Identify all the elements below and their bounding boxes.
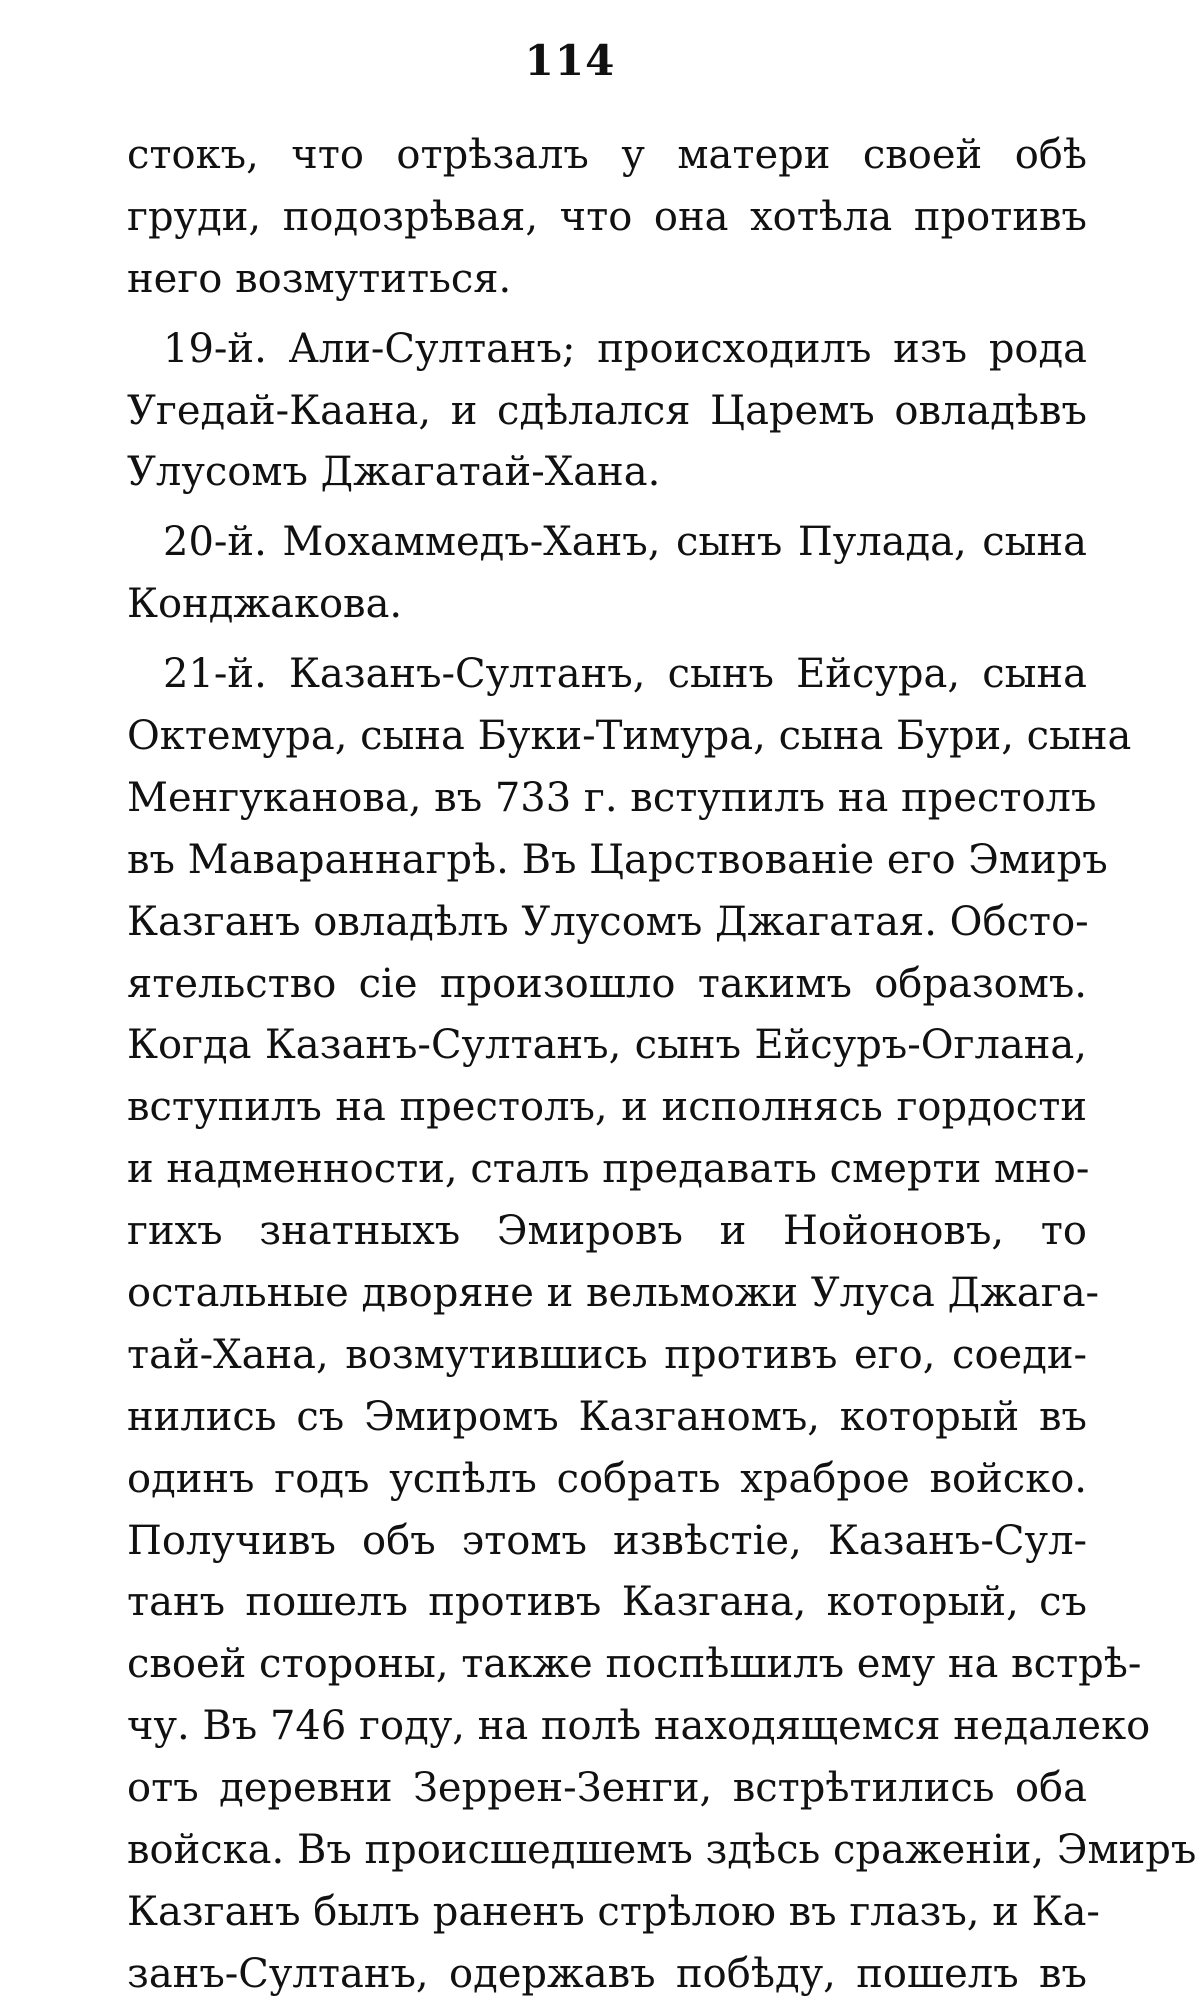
text-line: Получивъ объ этомъ извѣстіе, Казанъ-Сул- bbox=[127, 1517, 1087, 1564]
text-line: чу. Въ 746 году, на полѣ находящемся недалеко bbox=[127, 1703, 1151, 1750]
paragraph-entry-20 bbox=[127, 512, 1087, 636]
text-line: Менгуканова, въ 733 г. вступилъ на престолъ bbox=[127, 774, 1097, 821]
text-line: остальные дворяне и вельможи Улуса Джага- bbox=[127, 1270, 1100, 1317]
text-line: занъ-Султанъ, одержавъ побѣду, пошелъ въ bbox=[127, 1950, 1087, 1997]
text-line: Казганъ овладѣлъ Улусомъ Джагатая. Обсто- bbox=[127, 898, 1089, 945]
text-line: 19-й. Али-Султанъ; происходилъ изъ рода bbox=[163, 325, 1087, 372]
text-line: 21-й. Казанъ-Султанъ, сынъ Ейсура, сына bbox=[163, 651, 1087, 698]
text-line: одинъ годъ успѣлъ собрать храброе войско. bbox=[127, 1455, 1087, 1502]
paragraph-entry-21 bbox=[127, 644, 1196, 2006]
text-line: вступилъ на престолъ, и исполнясь гордости bbox=[127, 1084, 1087, 1131]
paragraph-continuation bbox=[127, 125, 1087, 311]
text-line: войска. Въ происшедшемъ здѣсь сраженіи, Эмиръ bbox=[127, 1827, 1196, 1874]
text-line: ятельство сіе произошло такимъ образомъ. bbox=[127, 960, 1087, 1007]
text-line: гихъ знатныхъ Эмировъ и Нойоновъ, то bbox=[127, 1208, 1087, 1255]
text-line: него возмутиться. bbox=[127, 255, 512, 302]
text-line: нились съ Эмиромъ Казганомъ, который въ bbox=[127, 1393, 1087, 1440]
text-line: Улусомъ Джагатай-Хана. bbox=[127, 449, 661, 496]
text-line: отъ деревни Зеррен-Зенги, встрѣтились оба bbox=[127, 1765, 1087, 1812]
text-line: и надменности, сталъ предавать смерти мно- bbox=[127, 1146, 1090, 1193]
text-line: Конджакова. bbox=[127, 581, 403, 628]
page-number: 114 bbox=[524, 36, 616, 85]
text-line: въ Мавараннагрѣ. Въ Царствованіе его Эмиръ bbox=[127, 836, 1108, 883]
text-line: груди, подозрѣвая, что она хотѣла противъ bbox=[127, 193, 1087, 240]
text-line: танъ пошелъ противъ Казгана, который, съ bbox=[127, 1579, 1087, 1626]
text-line: Когда Казанъ-Султанъ, сынъ Ейсуръ-Оглана, bbox=[127, 1022, 1087, 1069]
page-text bbox=[127, 125, 1196, 2006]
text-line: стокъ, что отрѣзалъ у матери своей обѣ bbox=[127, 132, 1087, 178]
text-line: своей стороны, также поспѣшилъ ему на встрѣ- bbox=[127, 1641, 1142, 1688]
text-line: 20-й. Мохаммедъ-Ханъ, сынъ Пулада, сына bbox=[163, 519, 1087, 566]
text-line: Октемура, сына Буки-Тимура, сына Бури, сына bbox=[127, 713, 1132, 760]
text-line: Казганъ былъ раненъ стрѣлою въ глазъ, и Ка- bbox=[127, 1888, 1100, 1935]
paragraph-entry-19 bbox=[127, 319, 1087, 505]
text-line: тай-Хана, возмутившись противъ его, соеди- bbox=[127, 1331, 1087, 1378]
text-line: Угедай-Каана, и сдѣлался Царемъ овладѣвъ bbox=[127, 387, 1087, 434]
